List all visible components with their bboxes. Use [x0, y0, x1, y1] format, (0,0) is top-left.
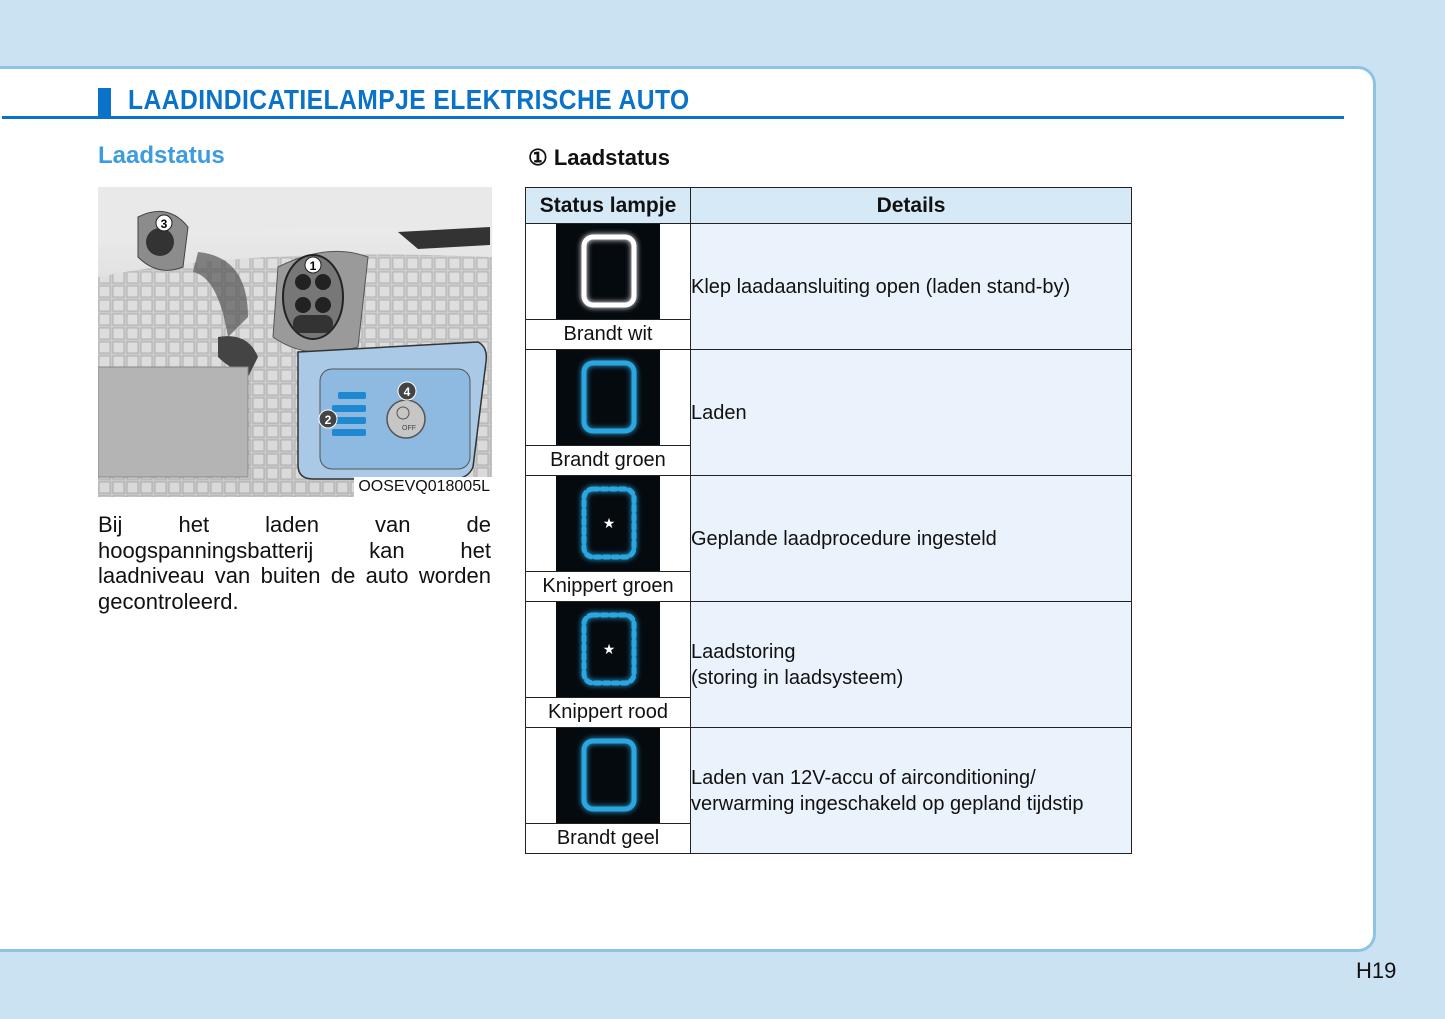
callout-4 [398, 382, 416, 400]
details-column-header: Details [691, 188, 1132, 224]
svg-text:1: 1 [309, 259, 317, 273]
page-number: H19 [1356, 958, 1397, 983]
charging-status-table [525, 187, 1132, 854]
status-cell [526, 476, 691, 602]
details-cell [691, 602, 1132, 728]
image-code: OOSEVQ018005L [354, 477, 492, 497]
callout-2 [319, 410, 337, 428]
header-rule [2, 116, 1344, 119]
status-cell [526, 602, 691, 728]
off-button-text: OFF [402, 425, 416, 432]
callout-1 [305, 257, 321, 273]
details-text: Laden [691, 401, 747, 424]
details-text: Geplande laadprocedure ingesteld [691, 527, 997, 550]
table-row [526, 728, 1132, 854]
lamp-frame-icon [556, 602, 660, 697]
svg-text:4: 4 [403, 385, 411, 399]
details-cell [691, 350, 1132, 476]
status-label: Brandt wit [563, 323, 653, 345]
indicator-lamp-icon [556, 224, 660, 319]
header-accent-bar [98, 88, 111, 118]
indicator-lamp-icon [556, 350, 660, 445]
table-row [526, 602, 1132, 728]
table-caption: ① Laadstatus [528, 145, 670, 170]
details-text: Laden van 12V-accu of airconditioning/ [691, 766, 1036, 789]
intro-paragraph: Bij het laden van de hoogspanningsbatterij kan het laadniveau van buiten de auto worden gecontroleerd. [98, 512, 491, 614]
charging-port-illustration [98, 187, 492, 497]
lamp-frame-icon [556, 476, 660, 571]
status-column-header: Status lampje [526, 188, 691, 224]
indicator-lamp-icon [556, 476, 660, 571]
section-title: Laadstatus [98, 142, 225, 169]
status-label: Knippert rood [547, 701, 669, 723]
details-text: (storing in laadsysteem) [691, 666, 904, 689]
details-cell [691, 224, 1132, 350]
lamp-frame-icon [556, 728, 660, 823]
charging-port-drawing [98, 187, 492, 497]
details-text: Laadstoring [691, 640, 796, 663]
svg-text:3: 3 [160, 217, 168, 231]
status-cell [526, 350, 691, 476]
table-header-row [526, 188, 1132, 224]
callout-3 [156, 215, 172, 231]
status-label: Knippert groen [542, 575, 674, 597]
table-row [526, 350, 1132, 476]
status-cell [526, 224, 691, 350]
table-row [526, 476, 1132, 602]
lamp-frame-icon [556, 224, 660, 319]
status-label: Brandt geel [556, 827, 660, 849]
indicator-lamp-icon [556, 728, 660, 823]
indicator-lamp-icon [556, 602, 660, 697]
status-cell [526, 728, 691, 854]
table-row [526, 224, 1132, 350]
page-title: LAADINDICATIELAMPJE ELEKTRISCHE AUTO [128, 84, 690, 115]
details-cell [691, 728, 1132, 854]
details-cell [691, 476, 1132, 602]
status-label: Brandt groen [550, 449, 666, 471]
svg-text:2: 2 [324, 413, 332, 427]
star-icon: ★ [602, 515, 616, 531]
details-text: Klep laadaansluiting open (laden stand-by) [691, 275, 1071, 298]
lamp-frame-icon [556, 350, 660, 445]
star-icon: ★ [602, 641, 616, 657]
details-text: verwarming ingeschakeld op gepland tijdstip [691, 792, 1084, 815]
